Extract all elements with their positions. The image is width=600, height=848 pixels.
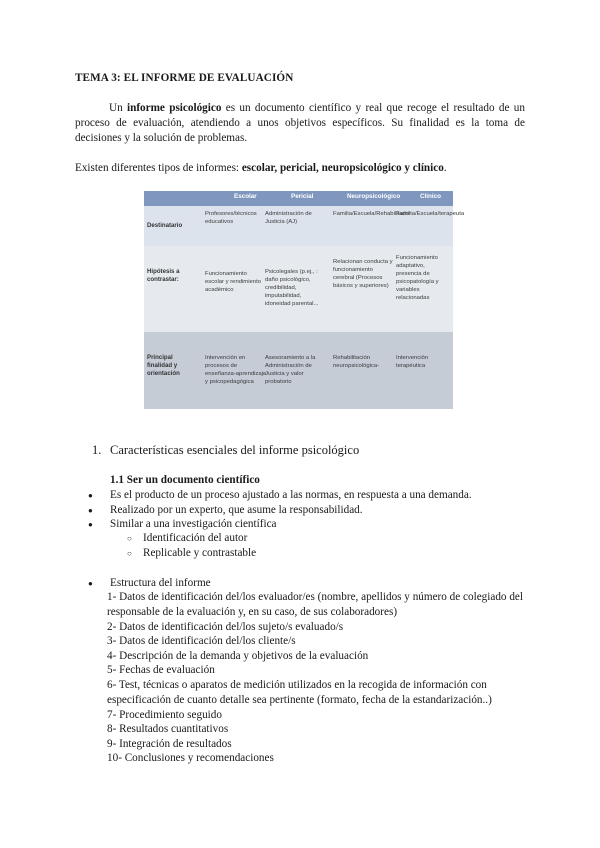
table-row xyxy=(144,246,453,332)
table-header-cell: Neuropsicológico xyxy=(347,193,401,200)
structure-item: 6- Test, técnicas o aparatos de medición utilizados en la recogida de información con especificación de cuanto detalle sea pertinente (formato, fecha de la estandarización..) xyxy=(107,679,492,706)
intro-bold-term: informe psicológico xyxy=(127,102,222,114)
table-row-label: Principal finalidad y orientación xyxy=(147,354,180,377)
table-cell: Familia/Escuela/terapeuta xyxy=(396,211,465,217)
structure-item: 7- Procedimiento seguido xyxy=(107,709,222,721)
table-header-cell: Pericial xyxy=(291,193,314,200)
circle-bullet-icon: ○ xyxy=(127,549,132,558)
structure-item: 2- Datos de identificación del/los sujeto/s evaluado/s xyxy=(107,621,344,633)
bullet-icon: ● xyxy=(88,491,93,500)
bullet-item: ● Similar a una investigación científica xyxy=(0,517,600,532)
structure-item: 10- Conclusiones y recomendaciones xyxy=(107,752,274,764)
bullet-icon: ● xyxy=(88,579,93,588)
table-cell: Relacionan conducta y funcionamiento cerebral (Procesos básicos y superiores) xyxy=(333,259,393,289)
table-header-cell: Clínico xyxy=(420,193,441,200)
sub-bullet-item: ○ Replicable y contrastable xyxy=(0,546,600,561)
bullet-icon: ● xyxy=(88,520,93,529)
table-row-label: Hipótesis a contrastar: xyxy=(147,268,180,283)
structure-item: 4- Descripción de la demanda y objetivos de la evaluación xyxy=(107,650,369,662)
table-cell: Intervención terapéutica xyxy=(396,355,429,369)
bullet-icon: ● xyxy=(88,506,93,515)
table-cell: Administración de Justicia (AJ) xyxy=(265,211,312,225)
table-cell: Psicolegales (p.ej., : daño psicológico, credibilidad, imputabilidad, idoneidad parental... xyxy=(265,269,319,307)
bullet-item: ● Estructura del informe xyxy=(0,576,600,591)
table-cell: Intervención en procesos de enseñanza-aprendizaje y psicopedagógica xyxy=(205,355,267,385)
table-row-label: Destinatario xyxy=(147,222,183,229)
structure-item: 1- Datos de identificación del/los evaluador/es (nombre, apellidos y número de colegiado del responsable de la evaluación y, en su caso, de sus colaboradores) xyxy=(107,591,523,618)
circle-bullet-icon: ○ xyxy=(127,534,132,543)
bullet-item: ● Realizado por un experto, que asume la responsabilidad. xyxy=(0,503,600,518)
table-cell: Asesoramiento a la Administración de Justicia y valor probatorio xyxy=(265,355,316,385)
types-bold-list: escolar, pericial, neuropsicológico y clínico xyxy=(241,162,444,174)
structure-item: 8- Resultados cuantitativos xyxy=(107,723,229,735)
table-header-cell: Escolar xyxy=(234,193,257,200)
table-row xyxy=(144,332,453,409)
table-cell: Funcionamiento escolar y rendimiento académico xyxy=(205,271,261,293)
structure-item: 3- Datos de identificación del/los cliente/s xyxy=(107,635,296,647)
table-cell: Rehabilitación neuropsicológica- xyxy=(333,355,380,369)
intro-paragraph: Un informe psicológico es un documento científico y real que recoge el resultado de un proceso de evaluación, atendiendo a unos objetivos específicos. Su finalidad es la toma de decisiones y la solución de problemas. xyxy=(75,102,525,144)
table-cell: Familia/Escuela/Rehabilitador xyxy=(333,211,411,217)
table-header-row xyxy=(144,191,453,206)
document-title: TEMA 3: EL INFORME DE EVALUACIÓN xyxy=(75,72,294,84)
table-cell: Profesores/técnicos educativos xyxy=(205,211,257,225)
section-number: 1. xyxy=(92,443,102,457)
bullet-item: ● Es el producto de un proceso ajustado a las normas, en respuesta a una demanda. xyxy=(0,488,600,503)
structure-item: 5- Fechas de evaluación xyxy=(107,664,215,676)
sub-bullet-item: ○ Identificación del autor xyxy=(0,531,600,546)
table-cell: Funcionamiento adaptativo, presencia de psicopatología y variables relacionadas xyxy=(396,255,439,301)
subsection-title: 1.1 Ser un documento científico xyxy=(110,474,260,486)
table-row xyxy=(144,206,465,246)
section-title: Características esenciales del informe psicológico xyxy=(110,443,360,457)
report-types-table xyxy=(144,191,465,409)
types-paragraph: Existen diferentes tipos de informes: escolar, pericial, neuropsicológico y clínico. xyxy=(75,162,447,174)
structure-item: 9- Integración de resultados xyxy=(107,738,232,750)
